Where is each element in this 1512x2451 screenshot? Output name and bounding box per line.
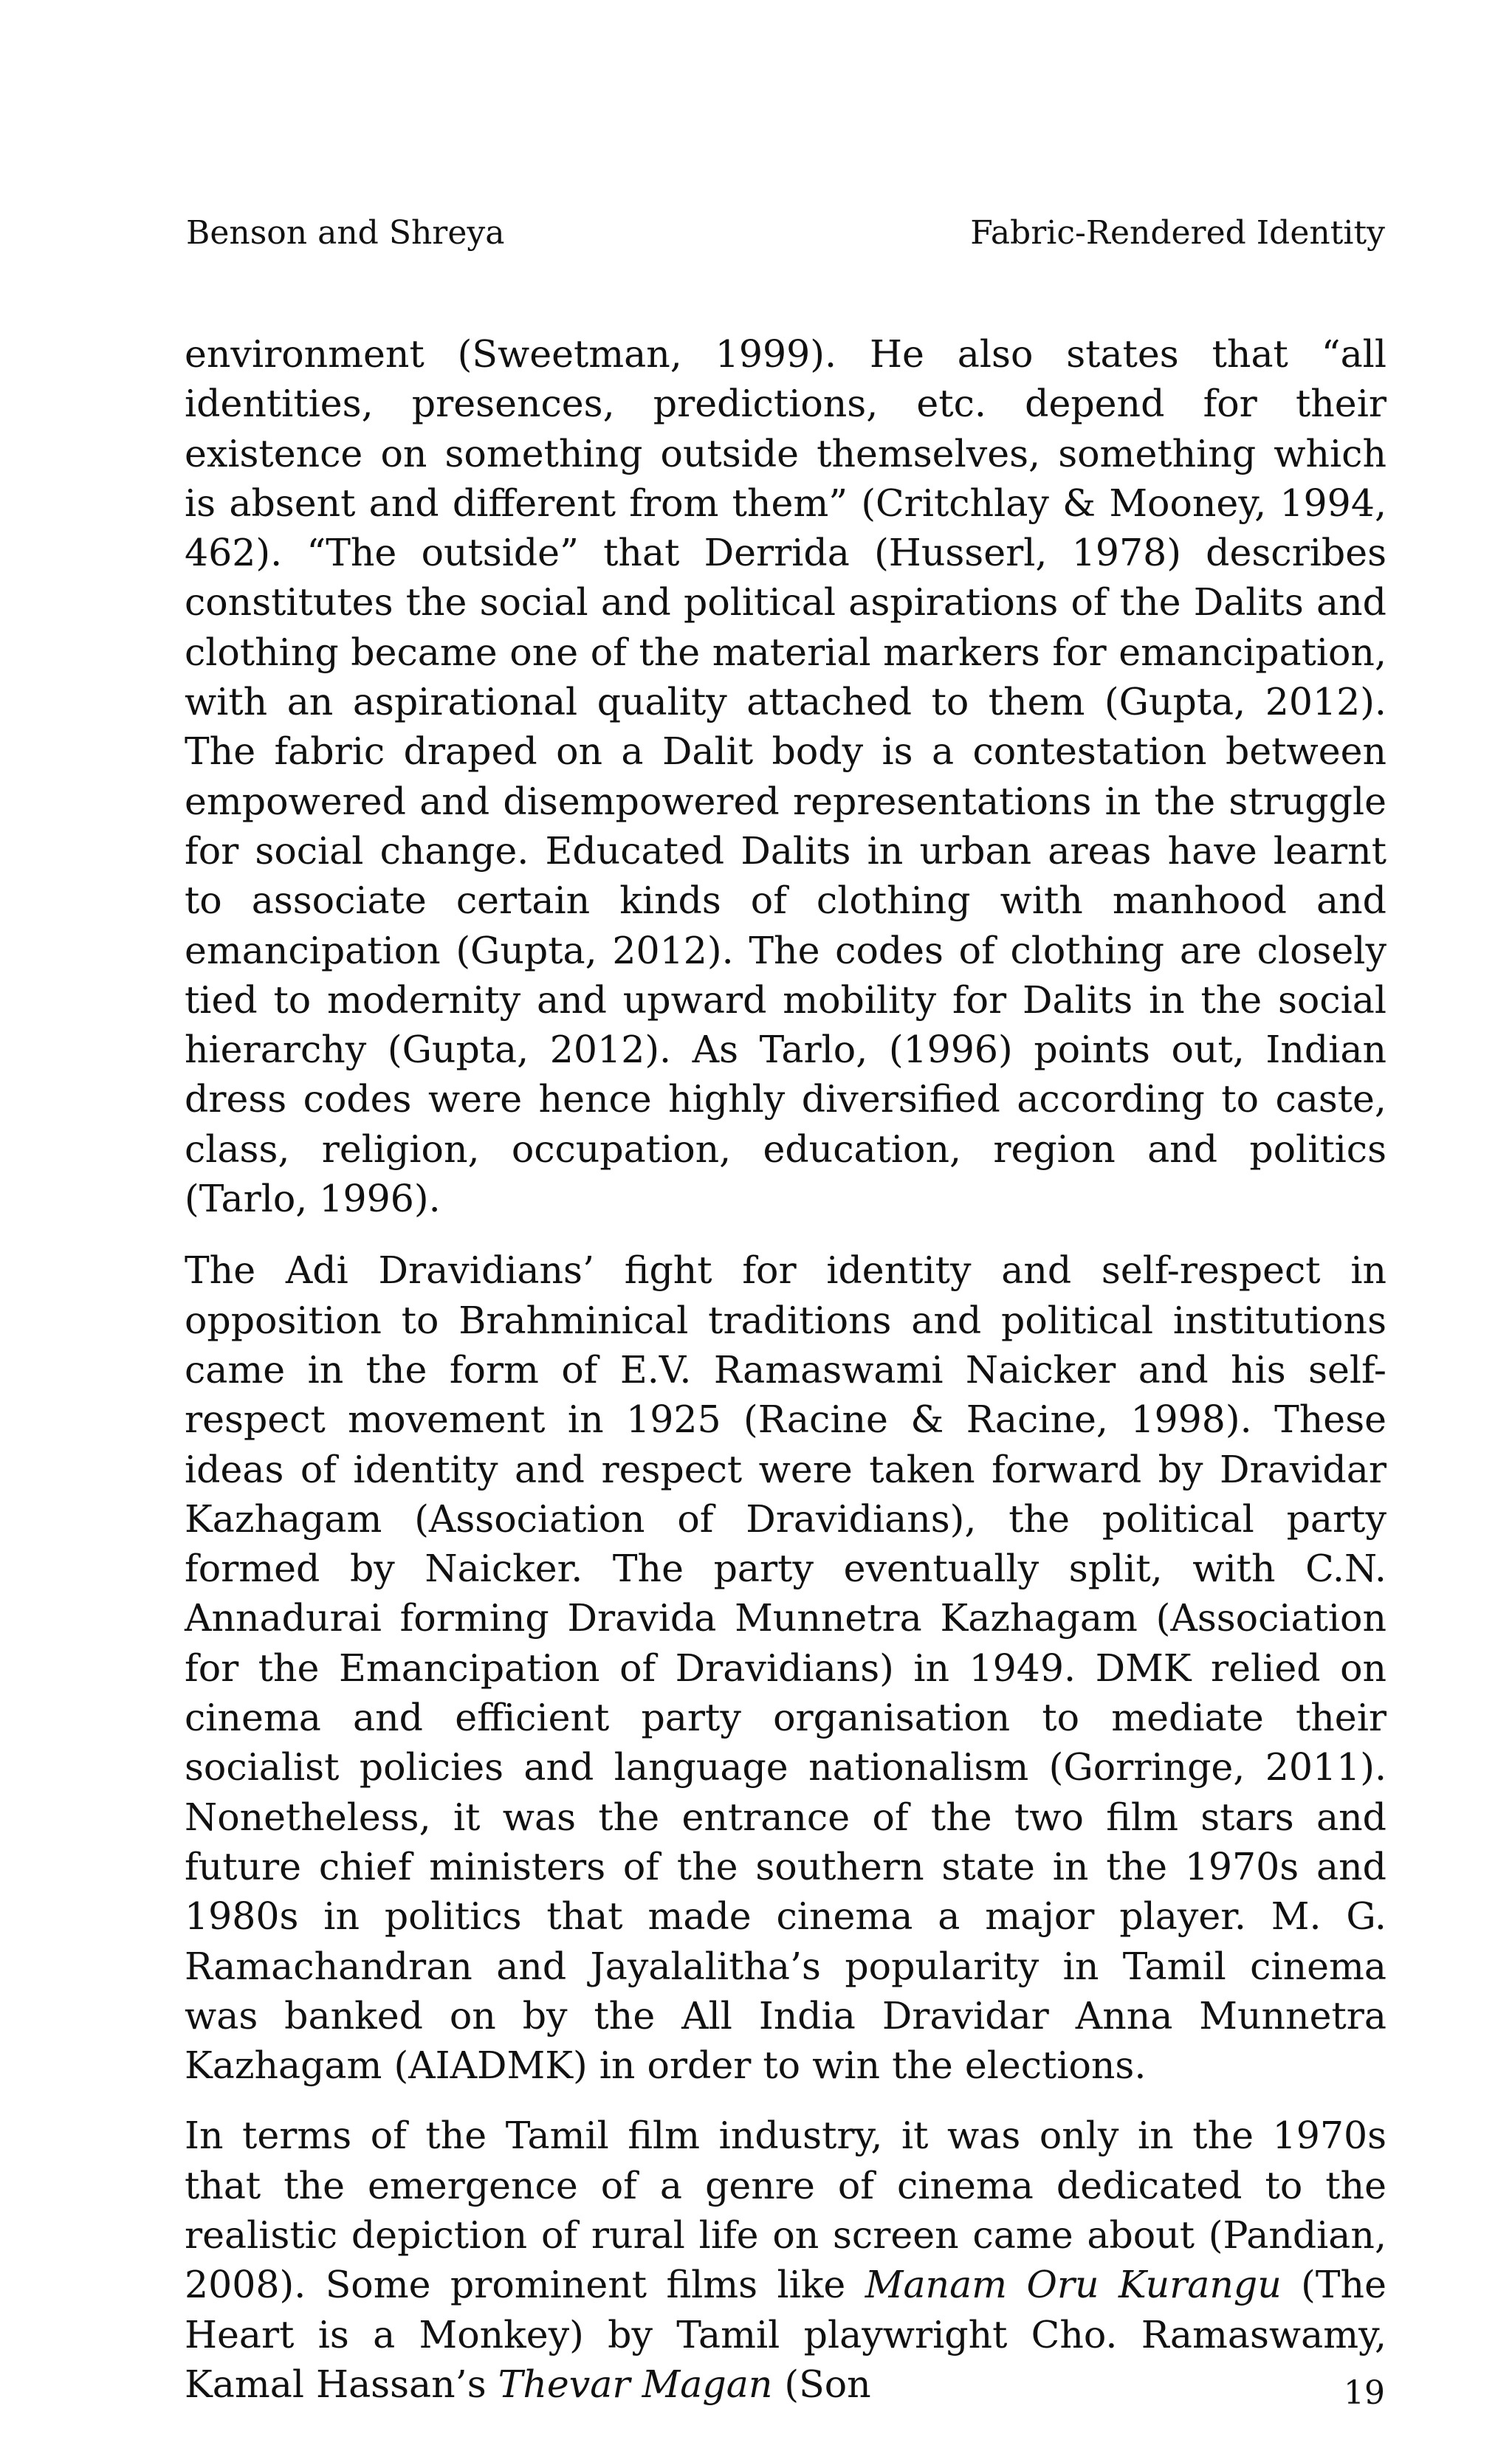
page-number: 19 [1344, 2374, 1385, 2412]
paragraph-2: The Adi Dravidians’ fight for identity and self-respect in opposition to Brahminical traditions and political institutions came in the form of E.V. Ramaswami Naicker and his self-respect movement in 1925 (Racine & Racine, 1998). These ideas of identity and respect were taken forward by Dravidar Kazhagam (Association of Dravidians), the political party formed by Naicker. The party eventually split, with C.N. Annadurai forming Dravida Munnetra Kazhagam (Association for the Emancipation of Dravidians) in 1949. DMK relied on cinema and efficient party organisation to mediate their socialist policies and language nationalism (Gorringe, 2011). Nonetheless, it was the entrance of the two film stars and future chief ministers of the southern state in the 1970s and 1980s in politics that made cinema a major player. M. G. Ramachandran and Jayalalitha’s popularity in Tamil cinema was banked on by the All India Dravidar Anna Munnetra Kazhagam (AIADMK) in order to win the elections. [185, 1248, 1386, 2088]
film-title-manam-oru-kurangu: Manam Oru Kurangu [865, 2263, 1282, 2307]
running-head-title: Fabric-Rendered Identity [970, 214, 1385, 252]
paragraph-1: environment (Sweetman, 1999). He also states that “all identities, presences, predictions, etc. depend for their existence on something outside themselves, something which is absent and different from them” (Critchlay & Mooney, 1994, 462). “The outside” that Derrida (Husserl, 1978) describes constitutes the social and political aspirations of the Dalits and clothing became one of the material markers for emancipation, with an aspirational quality attached to them (Gupta, 2012). The fabric draped on a Dalit body is a contestation between empowered and disempowered representations in the struggle for social change. Educated Dalits in urban areas have learnt to associate certain kinds of clothing with manhood and emancipation (Gupta, 2012). The codes of clothing are closely tied to modernity and upward mobility for Dalits in the social hierarchy (Gupta, 2012). As Tarlo, (1996) points out, Indian dress codes were hence highly diversified according to caste, class, religion, occupation, education, region and politics (Tarlo, 1996). [185, 332, 1386, 1221]
paragraph-3-text-b: (The Heart is a Monkey) by Tamil playwright Cho. Ramaswamy, Kamal Hassan’s [185, 2263, 1386, 2406]
film-title-thevar-magan: Thevar Magan [498, 2362, 773, 2406]
paragraph-3 [185, 2111, 1386, 2409]
paragraph-3-text-c: (Son [772, 2362, 871, 2406]
running-header [186, 211, 1385, 255]
running-head-authors: Benson and Shreya [186, 214, 505, 252]
paragraph-3-text-a: In terms of the Tamil film industry, it was only in the 1970s that the emergence of a genre of cinema dedicated to the realistic depiction of rural life on screen came about (Pandian, 2008). Some prominent films like [185, 2114, 1386, 2307]
body-text [185, 329, 1386, 2430]
